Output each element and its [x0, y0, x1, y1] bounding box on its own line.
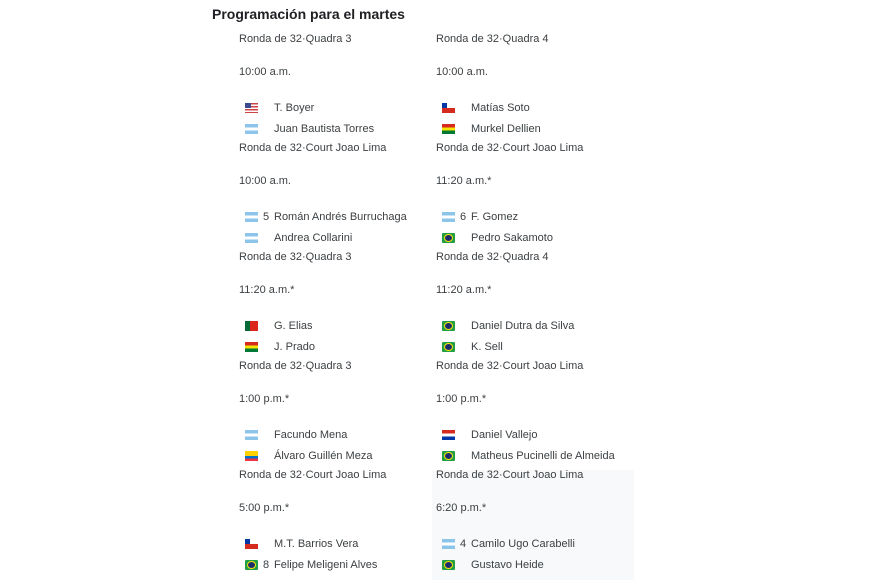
match-card[interactable] [436, 142, 633, 251]
match-time: 10:00 a.m. [239, 175, 291, 187]
player-seed: 4 [460, 538, 467, 550]
match-card[interactable] [436, 33, 633, 142]
player-row [436, 232, 633, 246]
player-name: Román Andrés Burruchaga [274, 211, 407, 223]
match-card[interactable] [239, 142, 436, 251]
match-card[interactable] [239, 469, 436, 578]
flag-br-icon [442, 451, 455, 461]
page-title: Programación para el martes [212, 6, 405, 22]
match-card[interactable] [239, 33, 436, 142]
flag-br-icon [442, 342, 455, 352]
match-card[interactable] [436, 251, 633, 360]
match-time: 1:00 p.m.* [239, 393, 290, 405]
flag-ar-icon [245, 233, 258, 243]
player-row [436, 538, 633, 552]
player-seed: 8 [263, 559, 270, 571]
match-round-court: Ronda de 32·Court Joao Lima [436, 142, 584, 154]
player-name: T. Boyer [274, 102, 315, 114]
player-name: Matías Soto [471, 102, 530, 114]
player-row [239, 559, 436, 573]
flag-ar-icon [245, 124, 258, 134]
player-row [436, 211, 633, 225]
player-name: G. Elias [274, 320, 313, 332]
player-name: F. Gomez [471, 211, 519, 223]
player-row [239, 450, 436, 464]
flag-ar-icon [245, 430, 258, 440]
player-name: Daniel Dutra da Silva [471, 320, 575, 332]
player-name: Pedro Sakamoto [471, 232, 553, 244]
flag-ar-icon [442, 212, 455, 222]
flag-us-icon [245, 103, 258, 113]
match-round-court: Ronda de 32·Quadra 3 [239, 33, 352, 45]
player-row [436, 123, 633, 137]
player-name: Matheus Pucinelli de Almeida [471, 450, 615, 462]
match-round-court: Ronda de 32·Court Joao Lima [436, 360, 584, 372]
player-name: J. Prado [274, 341, 315, 353]
player-row [239, 211, 436, 225]
flag-br-icon [442, 321, 455, 331]
match-time: 11:20 a.m.* [239, 284, 295, 296]
flag-br-icon [442, 233, 455, 243]
flag-cl-icon [245, 539, 258, 549]
match-time: 11:20 a.m.* [436, 284, 492, 296]
player-name: Felipe Meligeni Alves [274, 559, 378, 571]
flag-ec-icon [245, 451, 258, 461]
flag-bo-icon [442, 124, 455, 134]
match-time: 10:00 a.m. [239, 66, 291, 78]
player-name: Juan Bautista Torres [274, 123, 375, 135]
match-time: 5:00 p.m.* [239, 502, 290, 514]
player-row [239, 538, 436, 552]
player-name: Daniel Vallejo [471, 429, 538, 441]
match-time: 6:20 p.m.* [436, 502, 487, 514]
player-row [436, 429, 633, 443]
player-name: Álvaro Guillén Meza [274, 450, 373, 462]
match-round-court: Ronda de 32·Court Joao Lima [436, 469, 584, 481]
player-name: Gustavo Heide [471, 559, 544, 571]
player-row [436, 559, 633, 573]
match-round-court: Ronda de 32·Quadra 3 [239, 251, 352, 263]
flag-cl-icon [442, 103, 455, 113]
player-row [239, 341, 436, 355]
player-row [436, 102, 633, 116]
match-card[interactable] [239, 251, 436, 360]
match-round-court: Ronda de 32·Court Joao Lima [239, 469, 387, 481]
player-name: K. Sell [471, 341, 503, 353]
flag-py-icon [442, 430, 455, 440]
player-row [239, 429, 436, 443]
player-name: M.T. Barrios Vera [274, 538, 359, 550]
flag-ar-icon [245, 212, 258, 222]
match-round-court: Ronda de 32·Quadra 3 [239, 360, 352, 372]
match-time: 10:00 a.m. [436, 66, 488, 78]
player-seed: 6 [460, 211, 467, 223]
player-row [239, 123, 436, 137]
player-row [436, 320, 633, 334]
match-time: 11:20 a.m.* [436, 175, 492, 187]
player-row [239, 232, 436, 246]
player-row [239, 102, 436, 116]
player-row [436, 450, 633, 464]
match-card[interactable] [436, 360, 633, 469]
player-name: Camilo Ugo Carabelli [471, 538, 575, 550]
flag-pt-icon [245, 321, 258, 331]
player-row [436, 341, 633, 355]
flag-bo-icon [245, 342, 258, 352]
match-card[interactable] [239, 360, 436, 469]
player-row [239, 320, 436, 334]
flag-ar-icon [442, 539, 455, 549]
match-round-court: Ronda de 32·Quadra 4 [436, 33, 549, 45]
match-round-court: Ronda de 32·Quadra 4 [436, 251, 549, 263]
match-round-court: Ronda de 32·Court Joao Lima [239, 142, 387, 154]
match-time: 1:00 p.m.* [436, 393, 487, 405]
flag-br-icon [442, 560, 455, 570]
match-card[interactable] [436, 469, 633, 578]
player-name: Murkel Dellien [471, 123, 541, 135]
player-seed: 5 [263, 211, 270, 223]
player-name: Facundo Mena [274, 429, 348, 441]
flag-br-icon [245, 560, 258, 570]
player-name: Andrea Collarini [274, 232, 353, 244]
